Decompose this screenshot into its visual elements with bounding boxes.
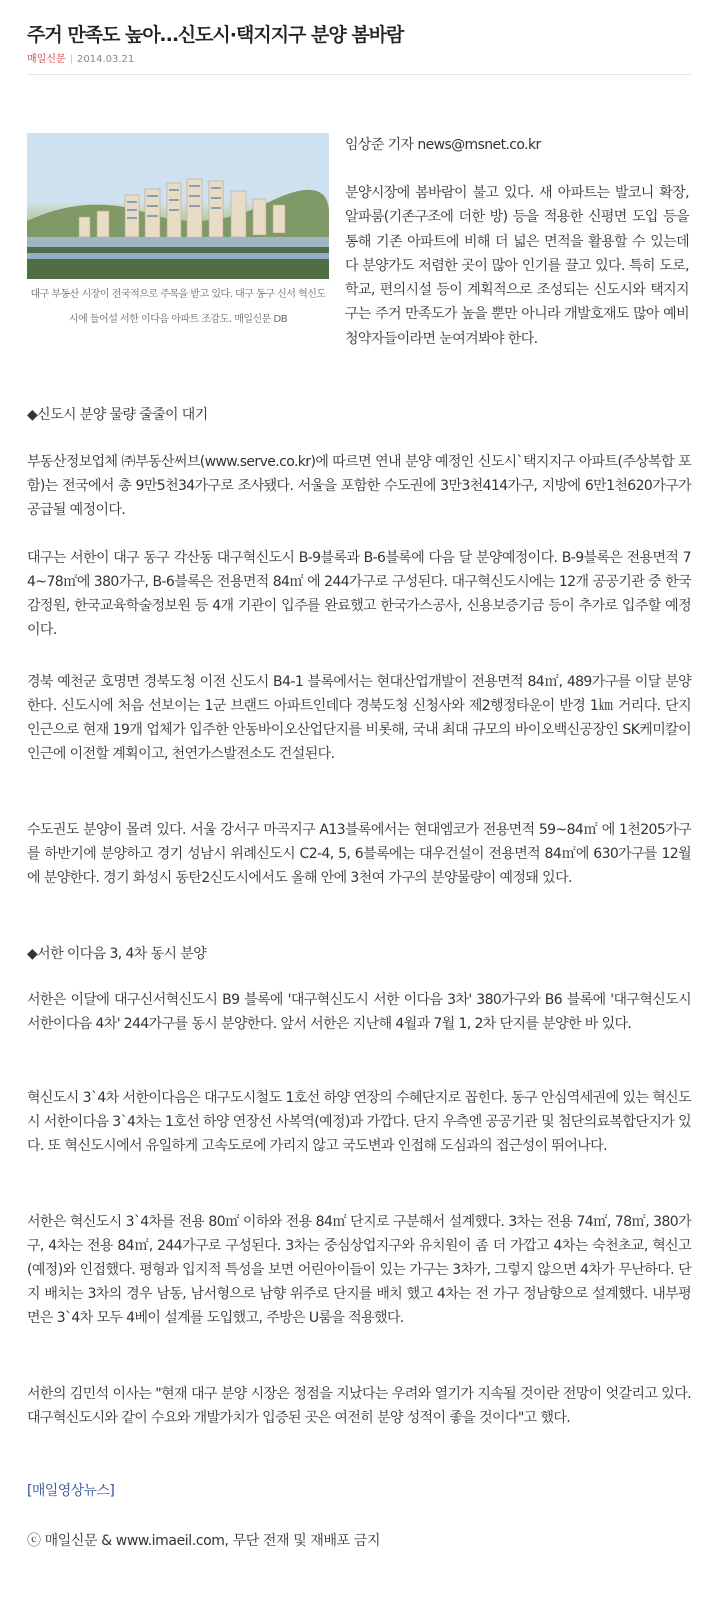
article-title: 주거 만족도 높아…신도시·택지지구 분양 봄바람 xyxy=(27,24,404,46)
body-paragraph: 혁신도시 3`4차 서한이다음은 대구도시철도 1호선 하양 연장의 수혜단지로 꼽힌다. 동구 안심역세권에 있는 혁신도시 서한이다음 3`4차는 1호선 하양 연장선 사복역(예정)과 가깝다. 단지 우측엔 공공기관 및 첨단의료복합단지가 있다. 또 혁신도시에서 유일하게 고속도로에 가리지 않고 국도변과 인접해 도심과의 접근성이 뛰어나다. xyxy=(27,1090,691,1154)
publish-date: 2014.03.21 xyxy=(77,54,135,65)
body-paragraph: 서한의 김민석 이사는 "현재 대구 분양 시장은 정점을 지났다는 우려와 열기가 지속될 것이란 전망이 엇갈리고 있다. 대구혁신도시와 같이 수요와 개발가치가 입증된 곳은 여전히 분양 성적이 좋을 것이다"고 했다. xyxy=(27,1386,691,1426)
apartment-rendering-image xyxy=(27,133,329,279)
body-paragraph: 서한은 혁신도시 3`4차를 전용 80㎡ 이하와 전용 84㎡ 단지로 구분해서 설계했다. 3차는 전용 74㎡, 78㎡, 380가구, 4차는 전용 84㎡, 244가구로 구성된다. 3차는 중심상업지구와 유치원이 좀 더 가깝고 4차는 숙천초교, 혁신고(예정)와 인접했다. 평형과 입지적 특성을 보면 어린아이들이 있는 가구는 3차가, 그렇지 않으면 4차가 무난하다. 단지 배치는 3차의 경우 남동, 남서형으로 남향 위주로 단지를 배치 했고 4차는 전 가구 정남향으로 설계했다. 내부평면은 3`4차 모두 4베이 설계를 도입했고, 주방은 U룸을 적용했다. xyxy=(27,1214,691,1326)
body-paragraph: 대구는 서한이 대구 동구 각산동 대구혁신도시 B-9블록과 B-6블록에 다음 달 분양예정이다. B-9블록은 전용면적 74~78㎡에 380가구, B-6블록은 전용면적 84㎡ 에 244가구로 구성된다. 대구혁신도시에는 12개 공공기관 중 한국감정원, 한국교육학술정보원 등 4개 기관이 입주를 완료했고 한국가스공사, 신용보증기금 등이 추가로 입주할 예정이다. xyxy=(27,550,691,638)
subheading-2: ◆서한 이다음 3, 4차 동시 분양 xyxy=(27,946,207,962)
lead-paragraph: 분양시장에 봄바람이 불고 있다. 새 아파트는 발코니 확장, 알파룸(기존구조에 더한 방) 등을 적용한 신평면 도입 등을 통해 기존 아파트에 비해 더 넓은 면적을 활용할 수 있는데다 분양가도 저렴한 곳이 많아 인기를 끌고 있다. 특히 도로, 학교, 편의시설 등이 계획적으로 조성되는 신도시와 택지지구는 주거 만족도가 높을 뿐만 아니라 개발호재도 많아 예비 청약자들이라면 눈여겨봐야 한다. xyxy=(345,185,689,347)
body-paragraph: 수도권도 분양이 몰려 있다. 서울 강서구 마곡지구 A13블록에서는 현대엠코가 전용면적 59~84㎡ 에 1천205가구를 하반기에 분양하고 경기 성남시 위례신도시 C2-4, 5, 6블록에는 대우건설이 전용면적 84㎡에 630가구를 12월에 분양한다. 경기 화성시 동탄2신도시에서도 올해 안에 3천여 가구의 분양물량이 예정돼 있다. xyxy=(27,822,691,886)
subheading-1: ◆신도시 분양 물량 줄줄이 대기 xyxy=(27,407,208,423)
article-meta xyxy=(27,50,134,65)
copyright-notice: ⓒ 매일신문 & www.imaeil.com, 무단 전재 및 재배포 금지 xyxy=(27,1533,381,1549)
video-news-link[interactable]: [매일영상뉴스] xyxy=(27,1483,115,1499)
body-paragraph: 서한은 이달에 대구신서혁신도시 B9 블록에 '대구혁신도시 서한 이다음 3차' 380가구와 B6 블록에 '대구혁신도시 서한이다음 4차' 244가구를 동시 분양한다. 앞서 서한은 지난해 4월과 7월 1, 2차 단지를 분양한 바 있다. xyxy=(27,992,691,1032)
body-paragraph: 경북 예천군 호명면 경북도청 이전 신도시 B4-1 블록에서는 현대산업개발이 전용면적 84㎡, 489가구를 이달 분양한다. 신도시에 처음 선보이는 1군 브랜드 아파트인데다 경북도청 신청사와 제2행정타운이 반경 1㎞ 거리다. 단지 인근으로 현재 19개 업체가 입주한 안동바이오산업단지를 비롯해, 국내 최대 규모의 바이오백신공장인 SK케미칼이 인근에 이전할 계획이고, 천연가스발전소도 건설된다. xyxy=(27,674,691,762)
article-photo[interactable] xyxy=(27,133,329,279)
header-divider xyxy=(27,74,691,75)
body-paragraph: 부동산정보업체 ㈜부동산써브(www.serve.co.kr)에 따르면 연내 분양 예정인 신도시`택지지구 아파트(주상복합 포함)는 전국에서 총 9만5천34가구로 조사됐다. 서울을 포함한 수도권에 3만3천414가구, 지방에 6만1천620가구가 공급될 예정이다. xyxy=(27,454,691,518)
image-caption: 대구 부동산 시장이 전국적으로 주목을 받고 있다. 대구 동구 신서 혁신도시에 들어설 서한 이다음 아파트 조감도. 매일신문 DB xyxy=(30,289,326,325)
meta-divider: | xyxy=(69,54,74,65)
source-name[interactable]: 매일신문 xyxy=(27,54,66,65)
byline: 임상준 기자 news@msnet.co.kr xyxy=(345,137,541,153)
